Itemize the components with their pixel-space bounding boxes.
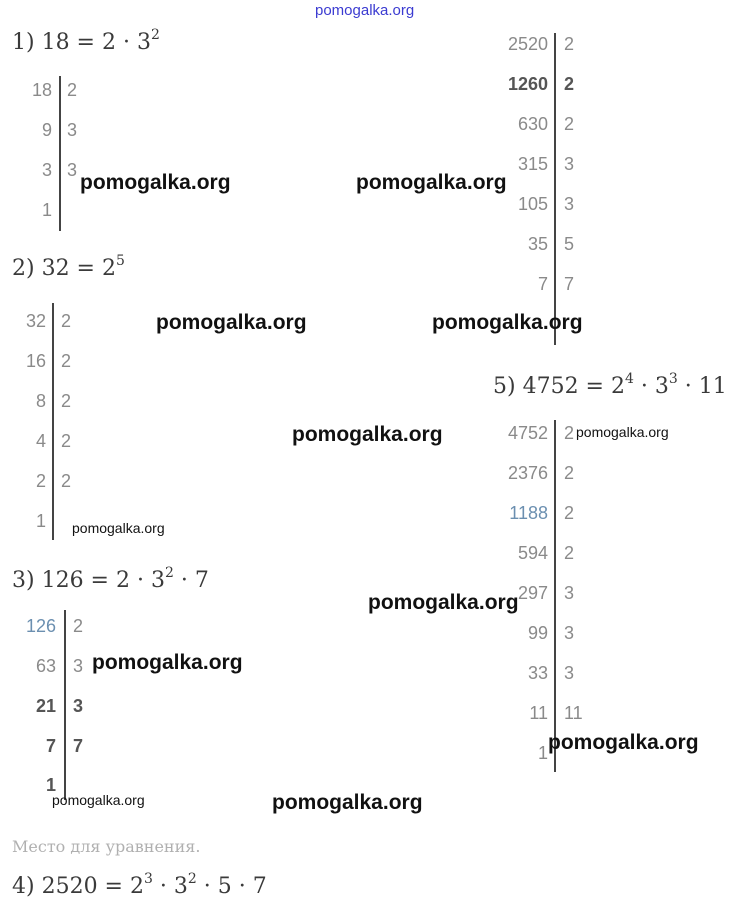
t4-factor: 7	[564, 274, 575, 294]
t4-factor: 5	[564, 234, 575, 254]
t4-factor: 2	[564, 114, 575, 134]
equation-4	[12, 871, 267, 899]
t3-factor: 7	[73, 736, 84, 756]
equation-4-text: 4) 2520 = 2	[12, 874, 144, 899]
t2-number: 8	[35, 391, 46, 411]
t1-number: 9	[41, 120, 52, 140]
equation-4-suffix: · 5 · 7	[196, 874, 267, 899]
equation-5-exponent-1: 4	[624, 371, 634, 387]
t3-divider	[64, 610, 66, 800]
watermark: pomogalka.org	[292, 423, 443, 446]
t1-factor: 2	[67, 80, 78, 100]
watermark: pomogalka.org	[548, 731, 699, 754]
t5-number: 594	[517, 543, 548, 563]
t4-factor: 3	[564, 194, 575, 214]
equation-2-text: 2) 32 = 2	[12, 256, 116, 281]
t1-factor: 3	[67, 120, 78, 140]
t5-number: 4752	[507, 423, 548, 443]
t3-factor: 3	[73, 656, 84, 676]
t1-number: 18	[31, 80, 52, 100]
t3-number: 21	[35, 696, 56, 716]
t3-number: 126	[25, 616, 56, 636]
equation-3	[12, 565, 209, 593]
t4-factor: 2	[564, 34, 575, 54]
t4-number: 630	[517, 114, 548, 134]
t5-number: 11	[529, 703, 548, 723]
watermark-small: pomogalka.org	[52, 792, 145, 808]
t5-number: 1188	[509, 503, 548, 523]
t5-number: 1	[537, 743, 548, 763]
equation-1	[12, 27, 160, 55]
equation-5-exponent-2: 3	[668, 371, 678, 387]
t2-number: 32	[25, 311, 46, 331]
equation-4-exponent-2: 2	[187, 871, 197, 887]
equation-placeholder-hint: Место для уравнения.	[12, 837, 201, 856]
t1-factor: 3	[67, 160, 78, 180]
watermark-small: pomogalka.org	[72, 520, 165, 536]
t2-number: 2	[35, 471, 46, 491]
equation-4-mid: · 3	[152, 874, 188, 899]
t5-factor: 2	[564, 543, 575, 563]
watermark: pomogalka.org	[272, 791, 423, 814]
t4-number: 315	[517, 154, 548, 174]
t5-divider	[554, 420, 556, 772]
t5-factor: 2	[564, 463, 575, 483]
watermark: pomogalka.org	[92, 651, 243, 674]
t3-factor: 3	[73, 696, 84, 716]
t5-factor: 2	[564, 423, 575, 443]
t2-number: 4	[35, 431, 46, 451]
t2-factor: 2	[61, 311, 72, 331]
t4-number: 35	[527, 234, 548, 254]
equation-5-mid: · 3	[633, 374, 669, 399]
equation-5-text: 5) 4752 = 2	[493, 374, 625, 399]
t5-number: 99	[527, 623, 548, 643]
t2-divider	[52, 303, 54, 540]
watermark: pomogalka.org	[356, 171, 507, 194]
watermark-small: pomogalka.org	[576, 424, 669, 440]
t2-factor: 2	[61, 431, 72, 451]
equation-4-exponent-1: 3	[143, 871, 153, 887]
site-header-watermark: pomogalka.org	[315, 2, 415, 19]
t5-factor: 2	[564, 503, 575, 523]
t5-number: 2376	[507, 463, 548, 483]
t4-number: 7	[537, 274, 548, 294]
t1-number: 1	[41, 200, 52, 220]
t4-factor: 2	[564, 74, 575, 94]
t3-number: 1	[45, 775, 56, 795]
equation-2-exponent: 5	[115, 253, 125, 269]
t2-factor: 2	[61, 351, 72, 371]
t5-factor: 11	[564, 703, 583, 723]
equation-1-text: 1) 18 = 2 · 3	[12, 30, 151, 55]
equation-3-suffix: · 7	[173, 568, 209, 593]
t2-factor: 2	[61, 471, 72, 491]
equation-5	[493, 371, 727, 399]
equation-3-exponent: 2	[164, 565, 174, 581]
t4-divider	[554, 33, 556, 345]
t5-factor: 3	[564, 583, 575, 603]
equation-3-text: 3) 126 = 2 · 3	[12, 568, 165, 593]
equation-1-exponent: 2	[150, 27, 160, 43]
t2-number: 1	[35, 511, 46, 531]
t3-number: 7	[45, 736, 56, 756]
watermark: pomogalka.org	[432, 311, 583, 334]
t2-factor: 2	[61, 391, 72, 411]
watermark: pomogalka.org	[368, 591, 519, 614]
t3-factor: 2	[73, 616, 84, 636]
t5-number: 297	[517, 583, 548, 603]
watermark: pomogalka.org	[156, 311, 307, 334]
t1-divider	[59, 76, 61, 231]
watermark: pomogalka.org	[80, 171, 231, 194]
t4-number: 2520	[507, 34, 548, 54]
t5-factor: 3	[564, 623, 575, 643]
t4-factor: 3	[564, 154, 575, 174]
t1-number: 3	[41, 160, 52, 180]
t4-number: 1260	[507, 74, 548, 94]
t4-number: 105	[517, 194, 548, 214]
t5-number: 33	[527, 663, 548, 683]
t2-number: 16	[25, 351, 46, 371]
t5-factor: 3	[564, 663, 575, 683]
t3-number: 63	[35, 656, 56, 676]
equation-2	[12, 253, 125, 281]
equation-5-suffix: · 11	[677, 374, 727, 399]
